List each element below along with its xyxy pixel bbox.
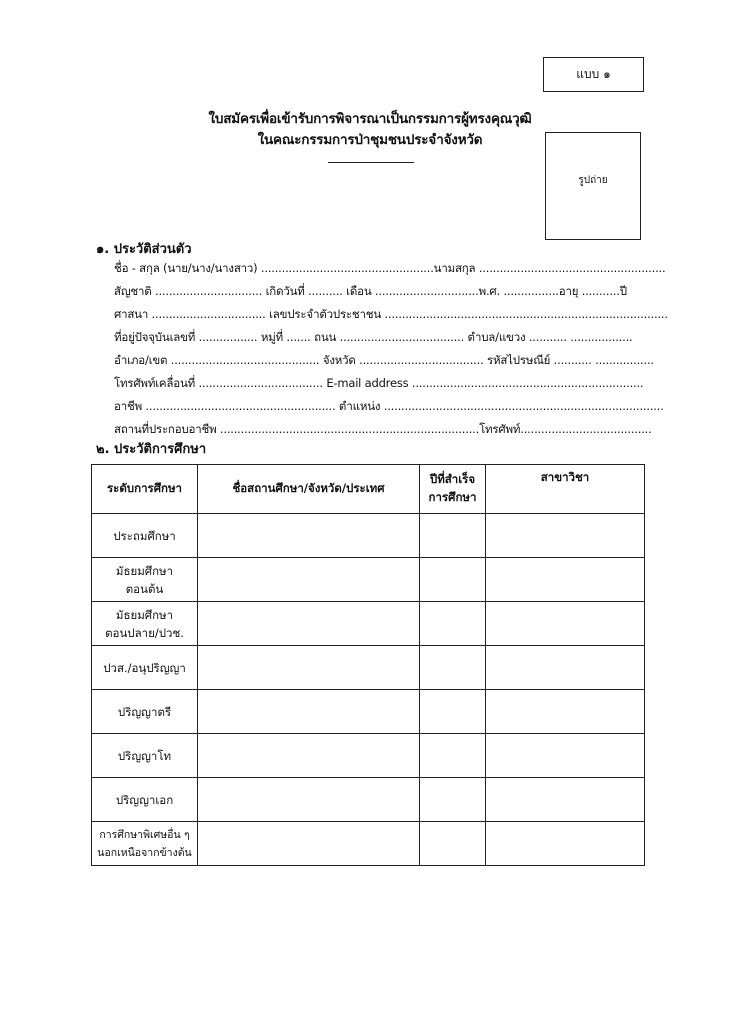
institution-cell[interactable] bbox=[198, 734, 420, 778]
col-header-year-line2: การศึกษา bbox=[428, 490, 477, 504]
field-phone-email-line[interactable]: โทรศัพท์เคลื่อนที่ .................................... E-mail address ................................................................... bbox=[114, 376, 644, 390]
field-religion-line[interactable]: ศาสนา ................................. เลขประจำตัวประชาชน .................................................................................. bbox=[114, 307, 668, 321]
level-cell bbox=[92, 514, 198, 558]
level-cell bbox=[92, 822, 198, 866]
table-row bbox=[92, 778, 645, 822]
title-divider bbox=[328, 162, 414, 163]
level-cell bbox=[92, 734, 198, 778]
major-cell[interactable] bbox=[486, 602, 645, 646]
level-label-sub: ตอนปลาย/ปวช. bbox=[105, 625, 184, 640]
table-row bbox=[92, 690, 645, 734]
form-code: แบบ ๑ bbox=[576, 67, 611, 81]
level-cell bbox=[92, 778, 198, 822]
field-address-line[interactable]: ที่อยู่ปัจจุบันเลขที่ ................. หมู่ที่ ....... ถนน .................................... ตำบล/แขวง ........... .................. bbox=[114, 330, 633, 344]
col-header-year-line1: ปีที่สำเร็จ bbox=[429, 472, 476, 486]
level-label: การศึกษาพิเศษอื่น ๆ bbox=[99, 828, 190, 841]
table-row bbox=[92, 602, 645, 646]
field-occupation-line[interactable]: อาชีพ ....................................................... ตำแหน่ง ................................................................................. bbox=[114, 399, 664, 413]
level-label: ประถมศึกษา bbox=[113, 528, 176, 543]
major-cell[interactable] bbox=[486, 734, 645, 778]
year-cell[interactable] bbox=[420, 646, 486, 690]
year-cell[interactable] bbox=[420, 734, 486, 778]
level-label-sub: ตอนต้น bbox=[125, 581, 164, 596]
year-cell[interactable] bbox=[420, 602, 486, 646]
level-label: ปริญญาโท bbox=[117, 748, 172, 763]
major-cell[interactable] bbox=[486, 514, 645, 558]
table-row bbox=[92, 514, 645, 558]
level-label: ปริญญาตรี bbox=[117, 704, 172, 719]
field-nationality-line[interactable]: สัญชาติ ............................... เกิดวันที่ .......... เดือน ..............................พ.ศ. ................อายุ ...........ปี bbox=[114, 284, 627, 298]
table-row bbox=[92, 646, 645, 690]
institution-cell[interactable] bbox=[198, 514, 420, 558]
level-cell bbox=[92, 558, 198, 602]
year-cell[interactable] bbox=[420, 514, 486, 558]
form-code-box bbox=[543, 57, 644, 92]
institution-cell[interactable] bbox=[198, 646, 420, 690]
institution-cell[interactable] bbox=[198, 778, 420, 822]
level-label: ปริญญาเอก bbox=[115, 792, 174, 807]
col-header-institution: ชื่อสถานศึกษา/จังหวัด/ประเทศ bbox=[198, 465, 420, 514]
major-cell[interactable] bbox=[486, 690, 645, 734]
level-cell bbox=[92, 646, 198, 690]
level-label: ปวส./อนุปริญญา bbox=[103, 660, 186, 675]
institution-cell[interactable] bbox=[198, 690, 420, 734]
section-personal-heading: ๑. ประวัติส่วนตัว bbox=[96, 242, 192, 257]
photo-box bbox=[545, 132, 641, 240]
photo-label: รูปถ่าย bbox=[578, 175, 608, 186]
table-row bbox=[92, 822, 645, 866]
col-header-major: สาขาวิชา bbox=[486, 465, 645, 514]
title-line-2: ในคณะกรรมการป่าชุมชนประจำจังหวัด bbox=[257, 132, 483, 148]
table-header-row bbox=[92, 465, 645, 514]
level-label-sub: นอกเหนือจากข้างต้น bbox=[97, 846, 192, 859]
section-education-heading: ๒. ประวัติการศึกษา bbox=[96, 442, 207, 457]
institution-cell[interactable] bbox=[198, 602, 420, 646]
field-district-line[interactable]: อำเภอ/เขต ........................................... จังหวัด .................................... รหัสไปรษณีย์ ........... ................. bbox=[114, 353, 654, 367]
major-cell[interactable] bbox=[486, 558, 645, 602]
major-cell[interactable] bbox=[486, 778, 645, 822]
level-cell bbox=[92, 602, 198, 646]
title-line-1: ใบสมัครเพื่อเข้ารับการพิจารณาเป็นกรรมการผู้ทรงคุณวุฒิ bbox=[208, 111, 532, 127]
education-table bbox=[91, 464, 645, 866]
level-cell bbox=[92, 690, 198, 734]
table-row bbox=[92, 734, 645, 778]
year-cell[interactable] bbox=[420, 822, 486, 866]
institution-cell[interactable] bbox=[198, 822, 420, 866]
field-workplace-line[interactable]: สถานที่ประกอบอาชีพ ...........................................................................โทรศัพท์...................................... bbox=[114, 422, 652, 436]
level-label: มัธยมศึกษา bbox=[115, 563, 174, 578]
level-label: มัธยมศึกษา bbox=[115, 607, 174, 622]
col-header-level: ระดับการศึกษา bbox=[92, 465, 198, 514]
year-cell[interactable] bbox=[420, 778, 486, 822]
major-cell[interactable] bbox=[486, 822, 645, 866]
year-cell[interactable] bbox=[420, 690, 486, 734]
institution-cell[interactable] bbox=[198, 558, 420, 602]
major-cell[interactable] bbox=[486, 646, 645, 690]
col-header-year bbox=[420, 465, 486, 514]
year-cell[interactable] bbox=[420, 558, 486, 602]
field-name-line[interactable]: ชื่อ - สกุล (นาย/นาง/นางสาว) ..................................................นามสกุล ...................................................... bbox=[114, 261, 666, 275]
table-row bbox=[92, 558, 645, 602]
